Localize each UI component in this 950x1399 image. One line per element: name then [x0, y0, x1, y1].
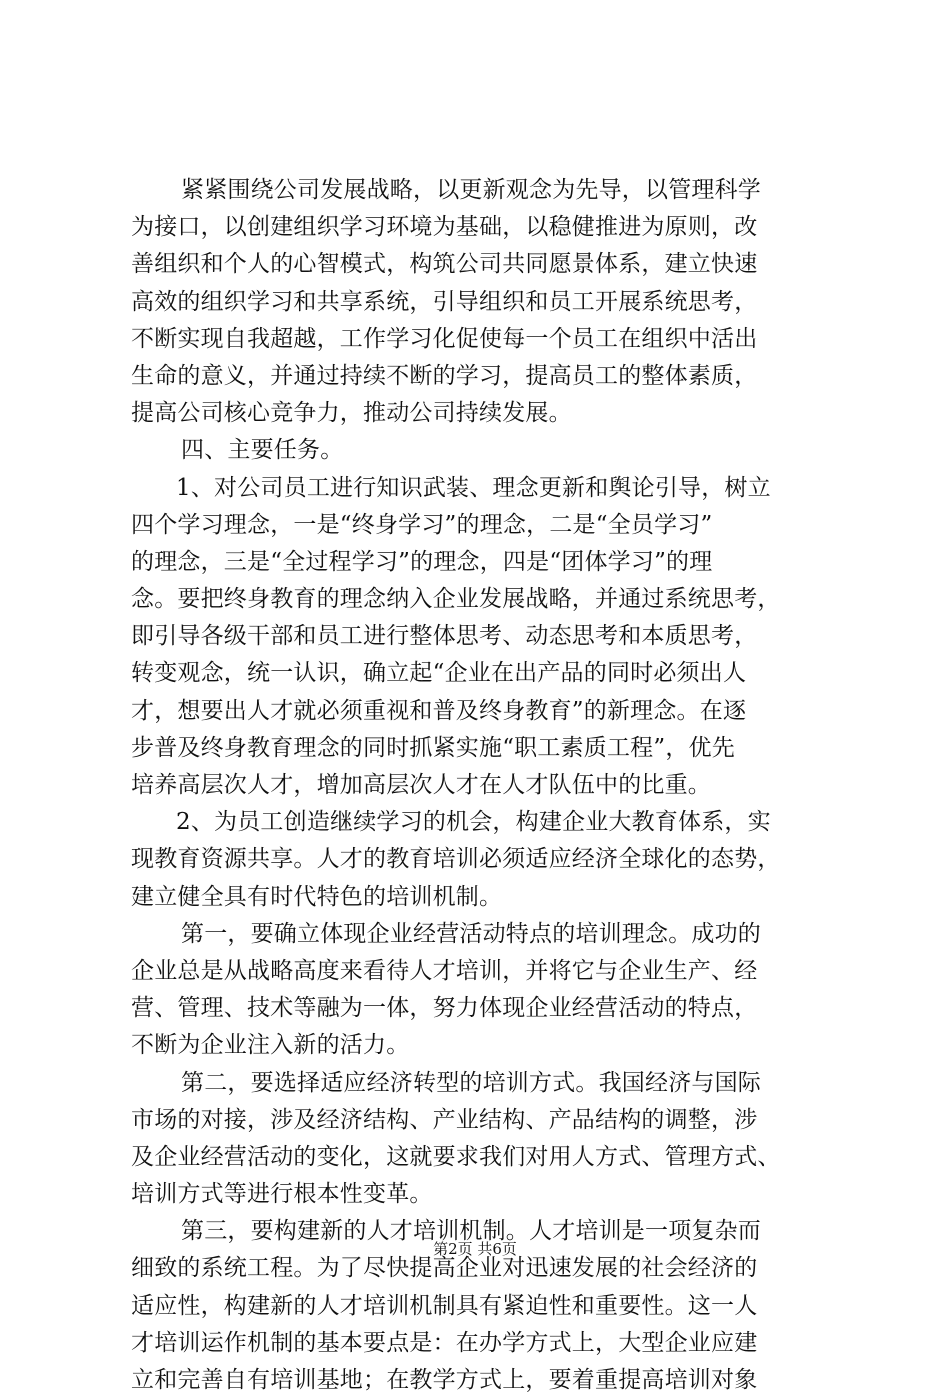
- text-line: 转变观念，统一认识，确立起“企业在出产品的同时必须出人: [131, 660, 747, 687]
- text-line: 立和完善自有培训基地；在教学方式上，要着重提高培训对象: [131, 1367, 758, 1393]
- text-line: 即引导各级干部和员工进行整体思考、动态思考和本质思考，: [131, 623, 758, 650]
- text-line: 紧紧围绕公司发展战略，以更新观念为先导，以管理科学: [181, 177, 761, 203]
- page-number-footer: 第2页 共6页: [433, 1240, 517, 1258]
- text-line: 提高公司核心竞争力，推动公司持续发展。: [131, 400, 572, 427]
- text-line: 培训方式等进行根本性变革。: [131, 1181, 433, 1208]
- text-line: 生命的意义，并通过持续不断的学习，提高员工的整体素质，: [131, 362, 758, 389]
- text-line: 为接口，以创建组织学习环境为基础，以稳健推进为原则，改: [131, 214, 758, 241]
- text-line: 现教育资源共享。人才的教育培训必须适应经济全球化的态势，: [131, 846, 781, 873]
- text-line: 第二，要选择适应经济转型的培训方式。我国经济与国际: [181, 1069, 761, 1096]
- text-line: 适应性，构建新的人才培训机制具有紧迫性和重要性。这一人: [131, 1292, 758, 1319]
- text-line: 步普及终身教育理念的同时抓紧实施“职工素质工程”，优先: [131, 734, 735, 761]
- document-body: [131, 172, 841, 1399]
- text-line: 培养高层次人才，增加高层次人才在人才队伍中的比重。: [131, 772, 711, 798]
- text-line: 1、对公司员工进行知识武装、理念更新和舆论引导，树立: [176, 474, 771, 501]
- text-line: 四个学习理念，一是“终身学习”的理念，二是“全员学习”: [131, 511, 713, 538]
- text-line: 市场的对接，涉及经济结构、产业结构、产品结构的调整，涉: [131, 1106, 758, 1133]
- text-line: 第三，要构建新的人才培训机制。人才培训是一项复杂而: [181, 1218, 761, 1245]
- text-line: 念。要把终身教育的理念纳入企业发展战略，并通过系统思考，: [131, 586, 781, 613]
- text-line: 才，想要出人才就必须重视和普及终身教育”的新理念。在逐: [131, 697, 747, 724]
- text-line: 善组织和个人的心智模式，构筑公司共同愿景体系，建立快速: [131, 251, 758, 278]
- text-line: 企业总是从战略高度来看待人才培训，并将它与企业生产、经: [131, 957, 758, 984]
- text-line: 2、为员工创造继续学习的机会，构建企业大教育体系，实: [176, 809, 771, 836]
- text-line: 第一，要确立体现企业经营活动特点的培训理念。成功的: [181, 920, 761, 947]
- text-line: 细致的系统工程。为了尽快提高企业对迅速发展的社会经济的: [131, 1255, 758, 1282]
- text-line: 建立健全具有时代特色的培训机制。: [131, 883, 503, 910]
- text-line: 高效的组织学习和共享系统，引导组织和员工开展系统思考，: [131, 288, 758, 315]
- text-line: 不断实现自我超越，工作学习化促使每一个员工在组织中活出: [131, 325, 758, 352]
- section-heading: 四、主要任务。: [181, 437, 344, 464]
- text-line: 及企业经营活动的变化，这就要求我们对用人方式、管理方式、: [131, 1143, 781, 1170]
- text-line: 营、管理、技术等融为一体，努力体现企业经营活动的特点，: [131, 995, 758, 1022]
- text-line: 的理念，三是“全过程学习”的理念，四是“团体学习”的理: [131, 548, 713, 575]
- text-line: 不断为企业注入新的活力。: [131, 1032, 410, 1059]
- text-line: 才培训运作机制的基本要点是：在办学方式上，大型企业应建: [131, 1329, 758, 1356]
